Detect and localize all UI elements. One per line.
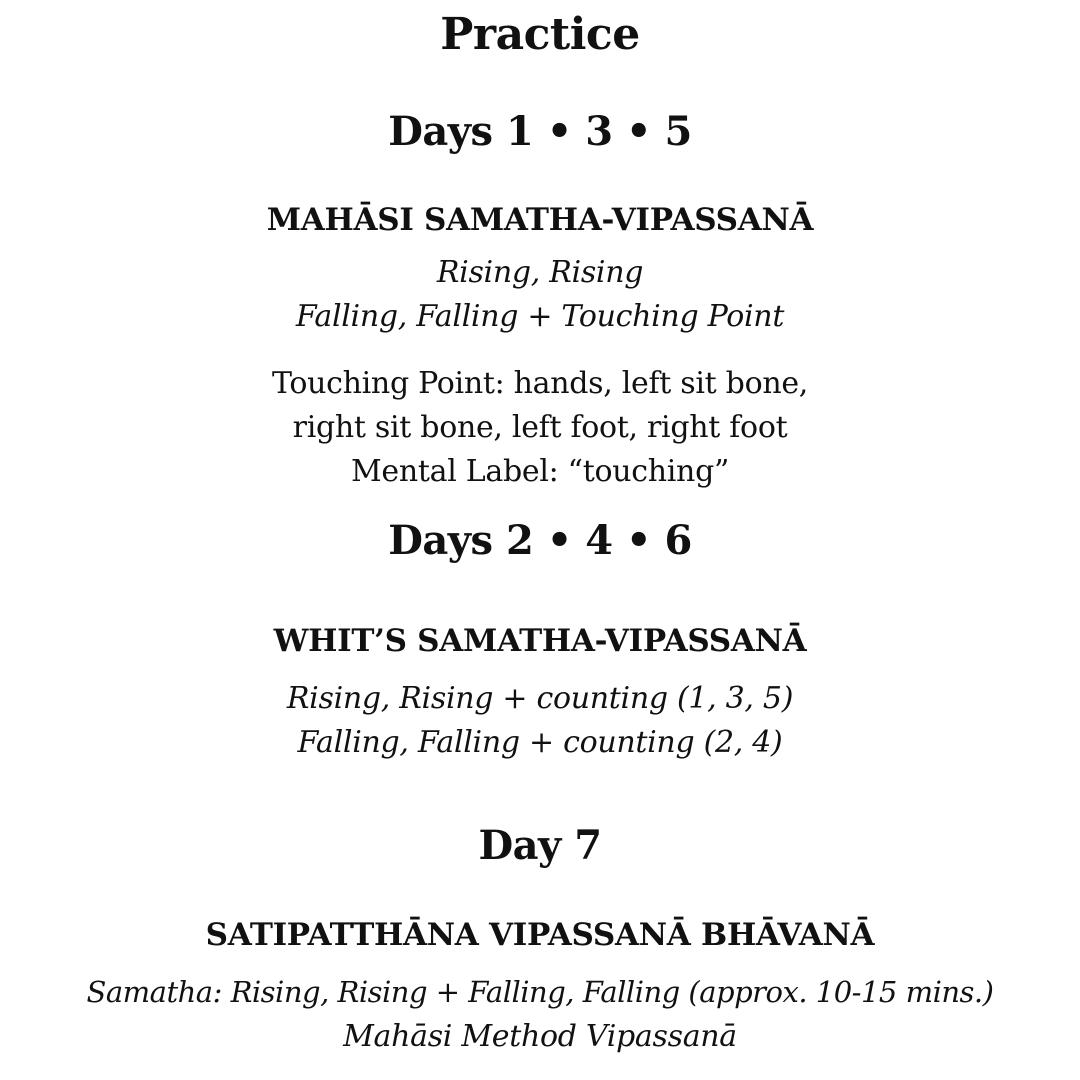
instruction-line: Falling, Falling + counting (2, 4): [297, 725, 783, 760]
page-title: Practice: [440, 9, 640, 60]
practice-heading: WHIT’S SAMATHA-VIPASSANĀ: [273, 623, 807, 659]
instruction-line: Rising, Rising: [436, 255, 644, 290]
note-line: right sit bone, left foot, right foot: [292, 410, 788, 445]
days-label: Day 7: [478, 822, 602, 869]
days-label: Days 2 • 4 • 6: [388, 517, 692, 564]
instruction-line: Mahāsi Method Vipassanā: [343, 1019, 737, 1054]
days-label: Days 1 • 3 • 5: [388, 108, 692, 155]
instruction-line: Falling, Falling + Touching Point: [295, 299, 785, 334]
instruction-line: Samatha: Rising, Rising + Falling, Falling (approx. 10-15 mins.): [86, 975, 994, 1009]
note-line: Mental Label: “touching”: [350, 454, 730, 489]
instruction-line: Rising, Rising + counting (1, 3, 5): [286, 681, 794, 716]
practice-heading: SATIPATTHĀNA VIPASSANĀ BHĀVANĀ: [205, 917, 875, 953]
note-line: Touching Point: hands, left sit bone,: [271, 366, 809, 401]
practice-heading: MAHĀSI SAMATHA-VIPASSANĀ: [266, 202, 814, 238]
